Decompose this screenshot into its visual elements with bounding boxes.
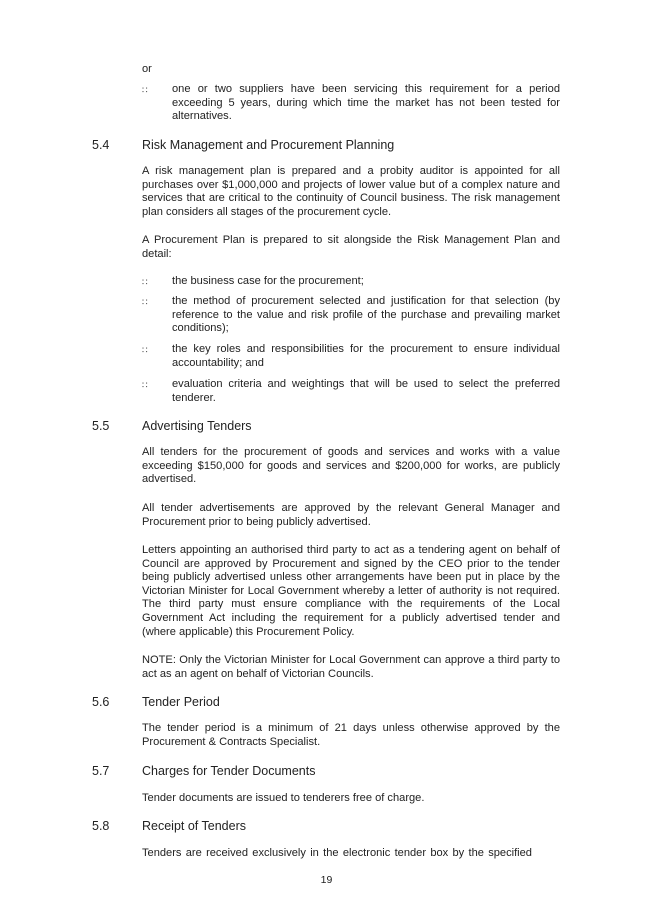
paragraph-third-party: Letters appointing an authorised third party to act as a tendering agent on behalf of Council are approved by Procurement and signed by the CEO prior to the tender being publicly advertised unless other arrangements have been put in place by the Victorian Minister for Local Government whereby a letter of authority is not required. The third party must ensure compliance with the requirements of the Local Government Act including the requirement for a publicly advertised tender and (where applicable) this Procurement Policy. — [142, 544, 560, 638]
paragraph-receipt: Tenders are received exclusively in the electronic tender box by the specified — [142, 847, 532, 859]
section-title-receipt: Receipt of Tenders — [142, 819, 246, 833]
paragraph-advertised: All tenders for the procurement of goods and services and works with a value exceeding $150,000 for goods and services and $200,000 for works, are publicly advertised. — [142, 446, 560, 486]
bullet-evaluation: evaluation criteria and weightings that will be used to select the preferred tenderer. — [172, 378, 560, 404]
section-title-tender-period: Tender Period — [142, 695, 220, 709]
bullet-suppliers: one or two suppliers have been servicing this requirement for a period exceeding 5 years, during which time the market has not been tested for alternatives. — [172, 83, 560, 123]
section-title-risk-management: Risk Management and Procurement Planning — [142, 138, 395, 152]
paragraph-tender-period: The tender period is a minimum of 21 days unless otherwise approved by the Procurement & Contracts Specialist. — [142, 722, 560, 748]
paragraph-approved: All tender advertisements are approved by the relevant General Manager and Procurement prior to being publicly advertised. — [142, 502, 560, 528]
paragraph-charges: Tender documents are issued to tenderers free of charge. — [142, 792, 425, 804]
or-text: or — [142, 63, 152, 75]
section-number-5-5: 5.5 — [92, 419, 110, 433]
section-number-5-4: 5.4 — [92, 138, 110, 152]
section-number-5-8: 5.8 — [92, 819, 110, 833]
bullet-business-case: the business case for the procurement; — [172, 275, 364, 287]
section-number-5-7: 5.7 — [92, 764, 110, 778]
page-number: 19 — [320, 874, 333, 886]
bullet-icon: ∷ — [142, 380, 148, 390]
bullet-icon: ∷ — [142, 277, 148, 287]
section-title-charges: Charges for Tender Documents — [142, 764, 316, 778]
paragraph-note: NOTE: Only the Victorian Minister for Local Government can approve a third party to act as an agent on behalf of Victorian Councils. — [142, 654, 560, 680]
bullet-icon: ∷ — [142, 85, 148, 95]
bullet-key-roles: the key roles and responsibilities for the procurement to ensure individual accountability; and — [172, 343, 560, 369]
section-number-5-6: 5.6 — [92, 695, 110, 709]
section-title-advertising: Advertising Tenders — [142, 419, 252, 433]
bullet-icon: ∷ — [142, 297, 148, 307]
paragraph-procurement-plan: A Procurement Plan is prepared to sit alongside the Risk Management Plan and detail: — [142, 234, 560, 260]
bullet-method: the method of procurement selected and justification for that selection (by reference to the value and risk profile of the purchase and prevailing market conditions); — [172, 295, 560, 335]
paragraph-risk-plan: A risk management plan is prepared and a probity auditor is appointed for all purchases over $1,000,000 and projects of lower value but of a complex nature and services that are critical to the continuity of Council business. The risk management plan considers all stages of the procurement cycle. — [142, 165, 560, 218]
bullet-icon: ∷ — [142, 345, 148, 355]
